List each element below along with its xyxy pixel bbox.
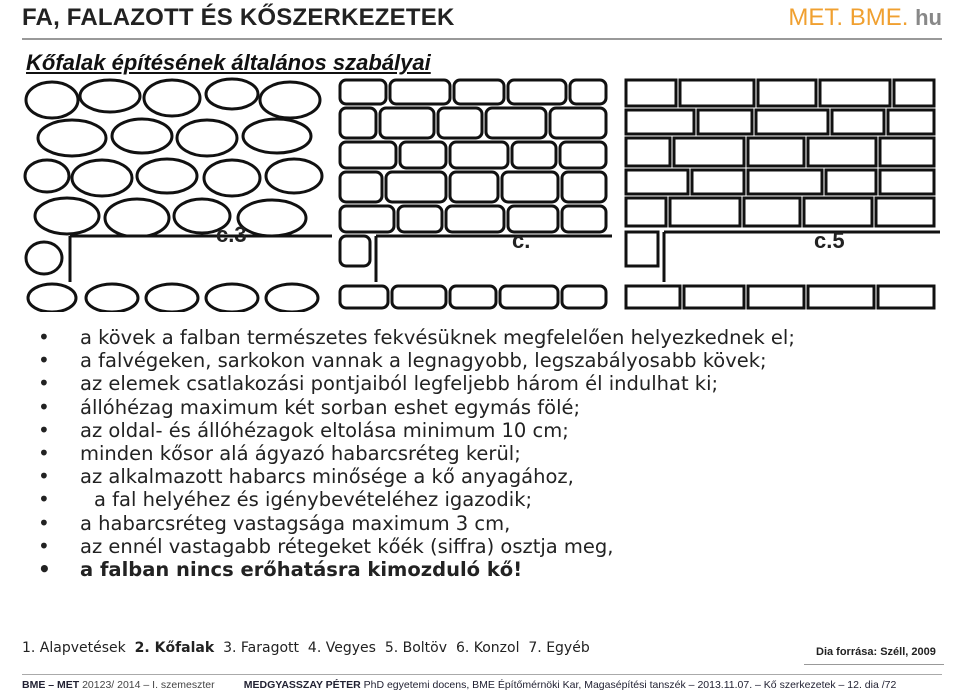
list-item: • a kövek a falban természetes fekvésüknek megfelelően helyezkednek el; xyxy=(38,325,795,349)
list-item: • az oldal- és állóhézagok eltolása minimum 10 cm; xyxy=(38,417,569,442)
rules-bullet-list xyxy=(28,326,928,581)
nav-item-boltov[interactable]: 5. Boltöv xyxy=(384,640,448,656)
slide-subtitle: Kőfalak építésének általános szabályai xyxy=(26,50,431,75)
logo-bme: BME xyxy=(849,4,902,31)
chapter-navigation xyxy=(22,640,590,656)
footer-author: MEDGYASSZAY PÉTER xyxy=(243,679,361,691)
nav-item-egyeb[interactable]: 7. Egyéb xyxy=(528,640,590,656)
list-item: • a fal helyéhez és igénybevételéhez igazodik; xyxy=(38,487,533,512)
footer-details: PhD egyetemi docens, BME Építőmérnöki Kar, Magasépítési tanszék – 2013.11.07. – Kő szerkezetek – 12. dia /72 xyxy=(363,679,897,691)
nav-item-kofalak[interactable]: 2. Kőfalak xyxy=(134,640,215,656)
slide-footer xyxy=(22,679,950,691)
nav-item-vegyes[interactable]: 4. Vegyes xyxy=(307,640,376,656)
nav-item-faragott[interactable]: 3. Faragott xyxy=(223,640,299,656)
stone-wall-figure-1 xyxy=(22,72,332,312)
source-divider xyxy=(804,664,944,665)
list-item: • a falban nincs erőhatásra kimozduló kő! xyxy=(38,557,523,582)
list-item: • állóhézag maximum két sorban eshet egymás fölé; xyxy=(38,394,581,419)
list-item: • minden kősor alá ágyazó habarcsréteg kerül; xyxy=(38,441,521,466)
list-item: • a falvégeken, sarkokon vannak a legnagyobb, legszabályosabb kövek; xyxy=(38,348,767,373)
list-item: • az elemek csatlakozási pontjaiból legfeljebb három él indulhat ki; xyxy=(38,371,719,396)
figure-label: c. xyxy=(512,228,531,253)
footer-course: 20123/ 2014 – I. szemeszter xyxy=(82,679,215,691)
met-bme-logo[interactable] xyxy=(788,4,942,32)
logo-dot: . xyxy=(901,4,909,31)
header-divider xyxy=(22,38,942,40)
stone-wall-illustration-1 xyxy=(22,72,332,312)
figure-label: c.5 xyxy=(814,228,845,253)
slide-title: FA, FALAZOTT ÉS KŐSZERKEZETEK xyxy=(22,4,455,31)
stone-wall-illustration-3 xyxy=(620,72,940,312)
logo-hu: hu xyxy=(915,5,942,30)
nav-item-alapvetesek[interactable]: 1. Alapvetések xyxy=(22,640,126,656)
stone-wall-figure-3 xyxy=(620,72,940,312)
list-item: • a habarcsréteg vastagsága maximum 3 cm, xyxy=(38,510,511,535)
list-item: • az ennél vastagabb rétegeket kőék (siffra) osztja meg, xyxy=(38,533,614,558)
stone-wall-illustration-2 xyxy=(332,72,612,312)
logo-dot: . xyxy=(836,4,844,31)
footer-org: BME – MET xyxy=(22,679,80,691)
logo-met: MET xyxy=(788,4,837,31)
figure-label: c.3 xyxy=(216,222,247,247)
stone-wall-figure-2 xyxy=(332,72,612,312)
footer-divider xyxy=(22,674,942,675)
nav-item-konzol[interactable]: 6. Konzol xyxy=(455,640,520,656)
slide-source: Dia forrása: Széll, 2009 xyxy=(816,646,936,658)
list-item: • az alkalmazott habarcs minősége a kő anyagához, xyxy=(38,464,574,489)
